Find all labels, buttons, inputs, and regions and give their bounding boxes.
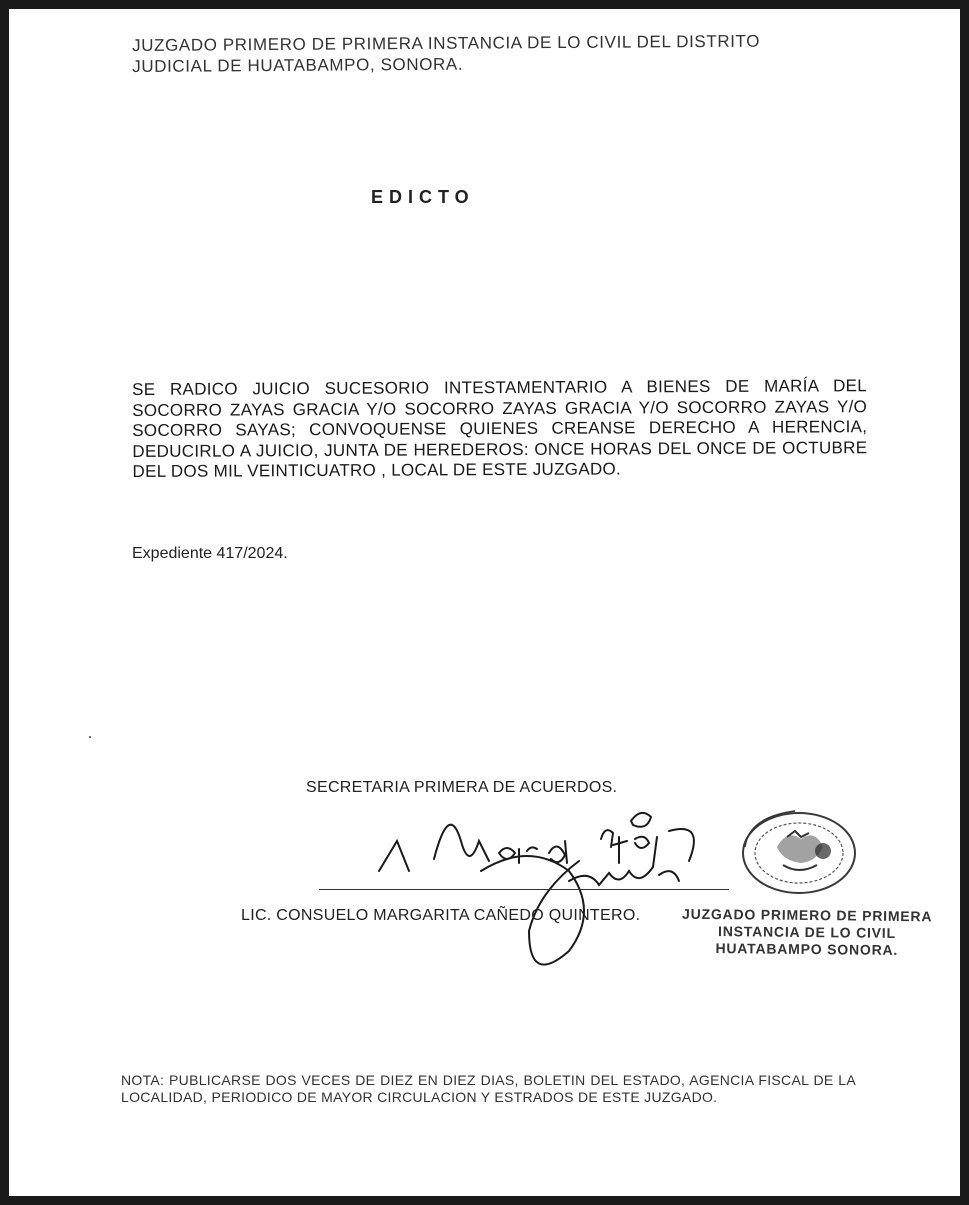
document-page [9, 9, 960, 1196]
scan-speck [89, 736, 91, 738]
publication-note: NOTA: PUBLICARSE DOS VECES DE DIEZ EN DIEZ DIAS, BOLETIN DEL ESTADO, AGENCIA FISCAL DE LA LOCALIDAD, PERIODICO DE MAYOR CIRCULACION Y ESTRADOS DE ESTE JUZGADO. [121, 1072, 856, 1105]
stamp-line-3: HUATABAMPO SONORA. [715, 940, 899, 958]
document-title: EDICTO [371, 187, 475, 207]
signer-name: LIC. CONSUELO MARGARITA CAÑEDO QUINTERO. [241, 907, 641, 924]
court-stamp [677, 906, 938, 960]
signer-role: SECRETARIA PRIMERA DE ACUERDOS. [306, 779, 618, 796]
signature-line [319, 889, 729, 890]
court-header-line-2: JUDICIAL DE HUATABAMPO, SONORA. [132, 54, 464, 76]
case-number: Expediente 417/2024. [132, 545, 288, 562]
handwritten-signature [369, 801, 729, 971]
edict-body: SE RADICO JUICIO SUCESORIO INTESTAMENTARIO A BIENES DE MARÍA DEL SOCORRO ZAYAS GRACIA Y/O SOCORRO ZAYAS GRACIA Y/O SOCORRO ZAYAS Y/O SOCORRO SAYAS; CONVOQUENSE QUIENES CREANSE DERECHO A HERENCIA, DEDUCIRLO A JUICIO, JUNTA DE HEREDEROS: ONCE HORAS DEL ONCE DE OCTUBRE DEL DOS MIL VEINTICUATRO , LOCAL DE ESTE JUZGADO. [132, 376, 868, 481]
court-header [132, 30, 852, 77]
stamp-line-1: JUZGADO PRIMERO DE PRIMERA [681, 905, 933, 925]
court-header-line-1: JUZGADO PRIMERO DE PRIMERA INSTANCIA DE LO CIVIL DEL DISTRITO [132, 31, 761, 55]
stamp-line-2: INSTANCIA DE LO CIVIL [718, 923, 896, 941]
court-seal-icon [727, 807, 859, 897]
